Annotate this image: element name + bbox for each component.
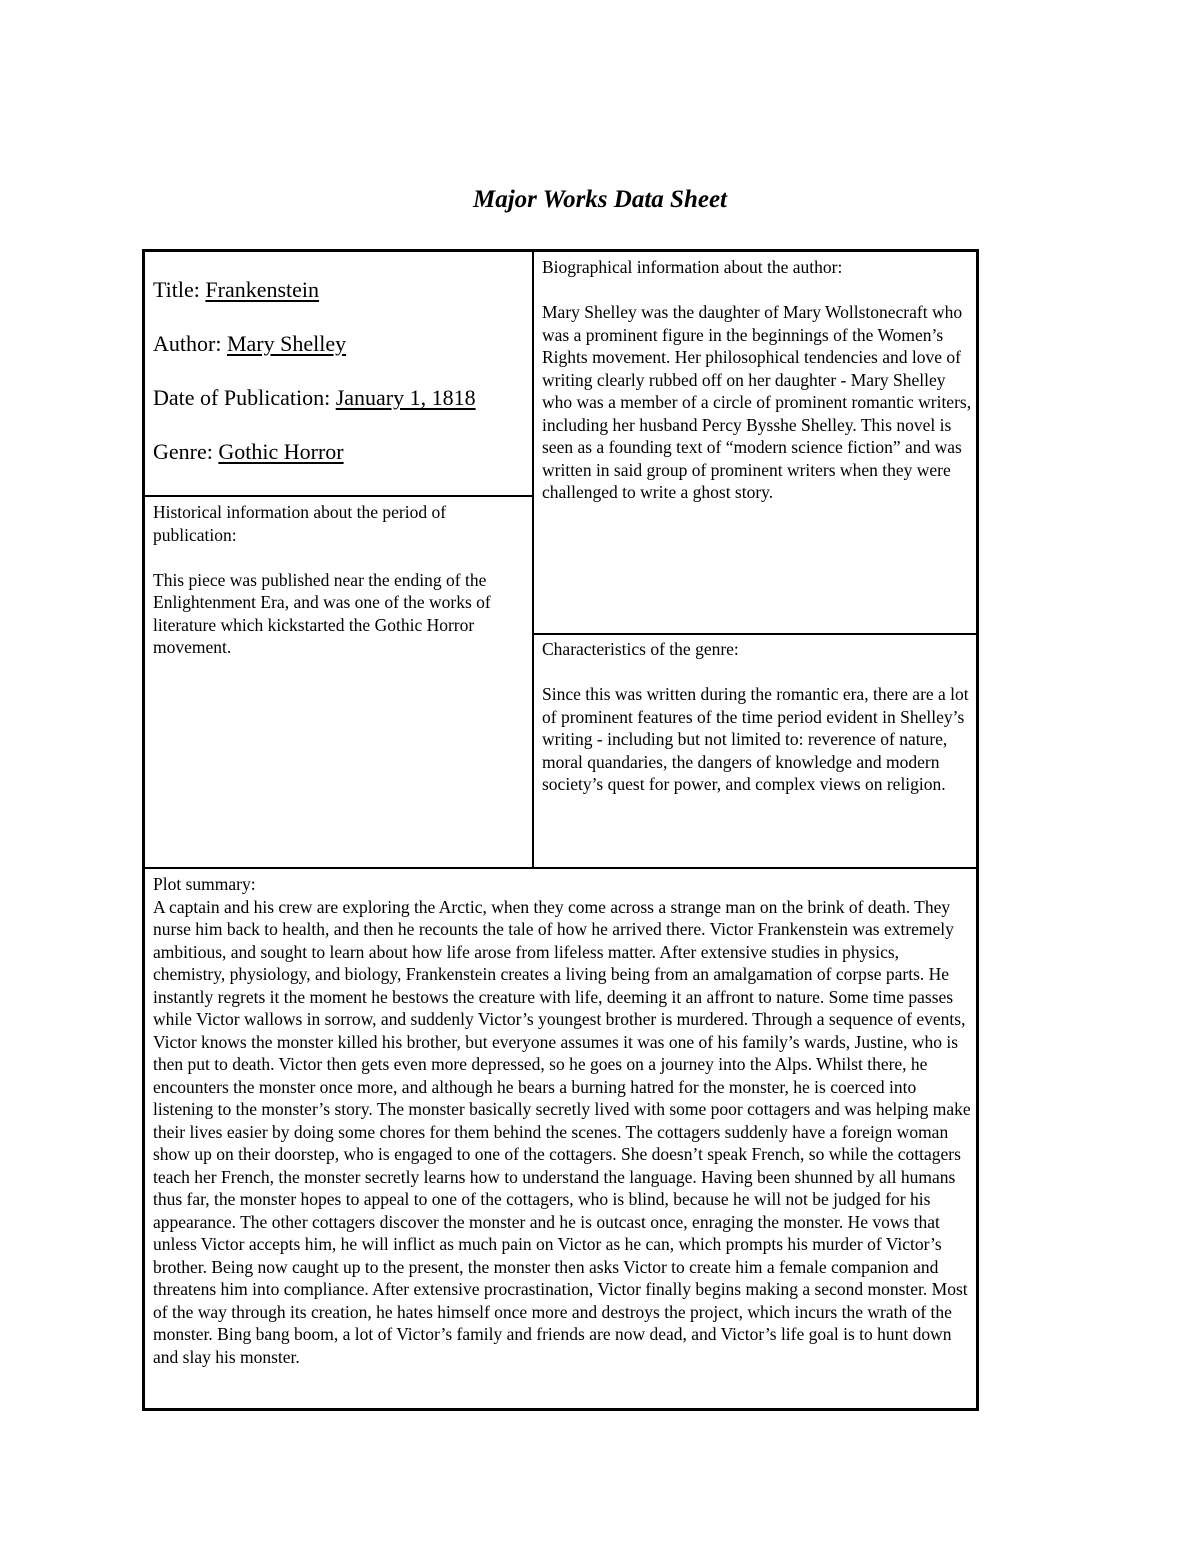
title-row xyxy=(153,276,528,303)
author-label: Author: xyxy=(153,331,222,356)
biographical-info-cell xyxy=(542,256,972,504)
genre-label: Genre: xyxy=(153,439,213,464)
date-value: January 1, 1818 xyxy=(335,385,476,410)
genre-row xyxy=(153,438,528,465)
genre-characteristics-cell xyxy=(542,638,972,796)
genre-characteristics-text: Since this was written during the romantic era, there are a lot of prominent features of the time period evident in Shelley’s writing - including but not limited to: reverence of nature, moral quandaries, the dangers of knowledge and modern society’s quest for power, and complex views on religion. xyxy=(542,684,969,794)
date-row xyxy=(153,384,528,411)
historical-text: This piece was published near the ending of the Enlightenment Era, and was one of the works of literature which kickstarted the Gothic Horror movement. xyxy=(153,569,491,657)
biographical-heading: Biographical information about the author: xyxy=(542,257,843,277)
author-value: Mary Shelley xyxy=(226,331,347,356)
column-divider xyxy=(532,252,534,869)
historical-heading: Historical information about the period of publication: xyxy=(153,502,447,545)
basic-info-cell xyxy=(153,276,528,492)
author-row xyxy=(153,330,528,357)
plot-heading: Plot summary: xyxy=(153,874,256,894)
page-title: Major Works Data Sheet xyxy=(473,186,727,213)
data-sheet-table xyxy=(142,249,979,1411)
plot-text: A captain and his crew are exploring the Arctic, when they come across a strange man on the brink of death. They nurse him back to health, and then he recounts the tale of how he arrived there. Victor Frankenstein was extremely ambitious, and sought to learn about how life arose from lifeless matter. After extensive studies in physics, chemistry, physiology, and biology, Frankenstein creates a living being from an amalgamation of corpse parts. He instantly regrets it the moment he bestows the creature with life, deeming it an affront to nature. Some time passes while Victor wallows in sorrow, and suddenly Victor’s youngest brother is murdered. Through a sequence of events, Victor knows the monster killed his brother, but everyone assumes it was one of his family’s wards, Justine, who is then put to death. Victor then gets even more depressed, so he goes on a journey into the Alps. Whilst there, he encounters the monster once more, and although he bears a burning hatred for the monster, he is coerced into listening to the monster’s story. The monster basically secretly lived with some poor cottagers and was helping make their lives easier by doing some chores for them behind the scenes. The cottagers suddenly have a foreign woman show up on their doorstep, who is engaged to one of the cottagers. She doesn’t speak French, so while the cottagers teach her French, the monster secretly learns how to understand the language. Having been shunned by all humans thus far, the monster hopes to appeal to one of the cottagers, who is blind, because he will not be judged for his appearance. The other cottagers discover the monster and he is outcast once, enraging the monster. He vows that unless Victor accepts him, he will inflict as much pain on Victor as he can, which prompts his murder of Victor’s brother. Being now caught up to the present, the monster then asks Victor to create him a female companion and threatens him into compliance. After extensive procrastination, Victor finally begins making a second monster. Most of the way through its creation, he hates himself once more and destroys the project, which incurs the wrath of the monster. Bing bang boom, a lot of Victor’s family and friends are now dead, and Victor’s life goal is to hunt down and slay his monster. xyxy=(153,896,971,1367)
genre-value: Gothic Horror xyxy=(218,439,344,464)
date-label: Date of Publication: xyxy=(153,385,331,410)
title-value: Frankenstein xyxy=(205,277,320,302)
left-row-divider xyxy=(145,495,533,497)
biographical-text: Mary Shelley was the daughter of Mary Wollstonecraft who was a prominent figure in the beginnings of the Women’s Rights movement. Her philosophical tendencies and love of writing clearly rubbed off on her daughter - Mary Shelley who was a member of a circle of prominent romantic writers, including her husband Percy Bysshe Shelley. This novel is seen as a founding text of “modern science fiction” and was written in said group of prominent writers when they were challenged to write a ghost story. xyxy=(542,302,972,502)
historical-info-cell xyxy=(153,501,523,659)
right-row-divider xyxy=(533,633,976,635)
title-label: Title: xyxy=(153,277,200,302)
plot-summary-cell xyxy=(153,873,975,1368)
genre-characteristics-heading: Characteristics of the genre: xyxy=(542,639,739,659)
plot-row-divider xyxy=(145,867,976,869)
